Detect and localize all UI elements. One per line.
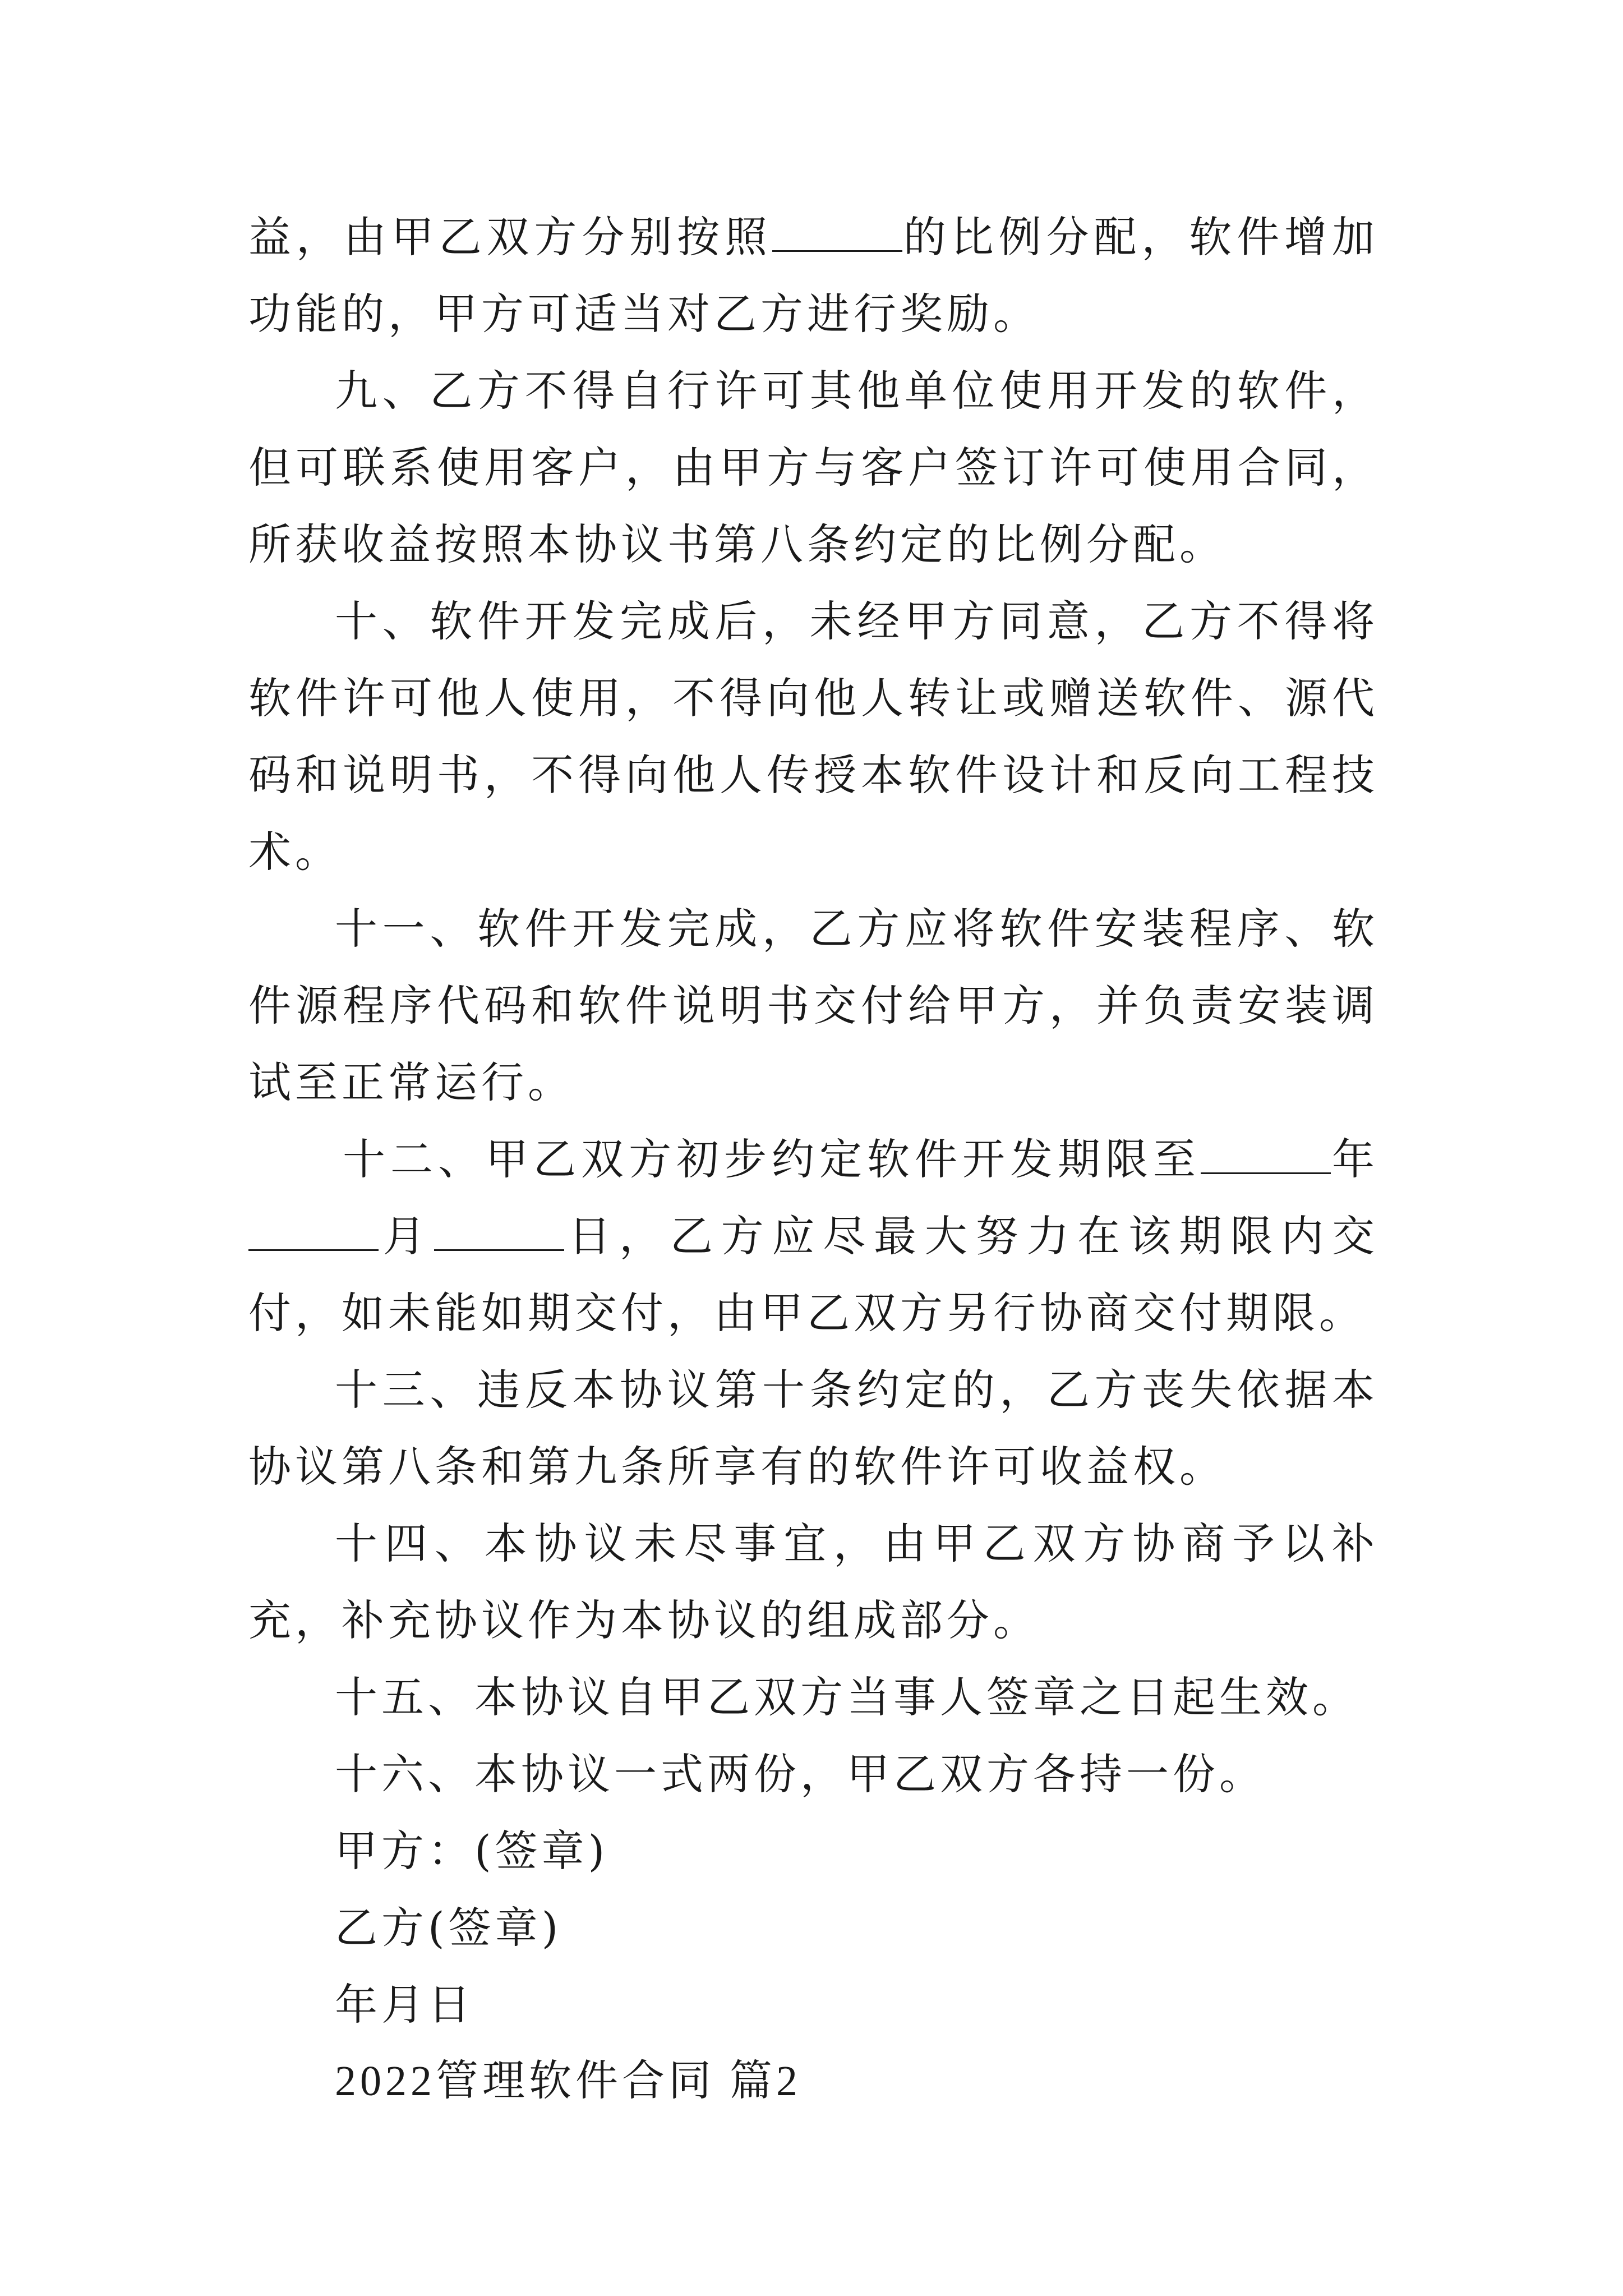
month-blank [248, 1207, 379, 1251]
signature-date: 年月日 [335, 1980, 474, 2030]
clause-15: 十五、本协议自甲乙双方当事人签章之日起生效。 [335, 1672, 1359, 1722]
party-a-signature: 甲方：(签章) [335, 1826, 609, 1876]
party-b-signature: 乙方(签章) [335, 1903, 562, 1953]
clause-8-text-1: 益，由甲乙双方分别按照 [248, 212, 772, 262]
year-label: 年 [1331, 1134, 1378, 1184]
day-blank [434, 1207, 564, 1251]
clause-13: 十三、违反本协议第十条约定的，乙方丧失依据本协议第八条和第九条所享有的软件许可收益权。 [248, 1365, 1378, 1492]
year-blank [1201, 1130, 1331, 1174]
clause-8-continuation [248, 199, 1378, 352]
clause-11: 十一、软件开发完成，乙方应将软件安装程序、软件源程序代码和软件说明书交付给甲方，并负责安装调试至正常运行。 [248, 904, 1378, 1107]
month-label: 月 [379, 1211, 434, 1261]
next-contract-heading: 2022管理软件合同 篇2 [335, 2058, 801, 2105]
clause-9: 九、乙方不得自行许可其他单位使用开发的软件，但可联系使用客户，由甲方与客户签订许可使用合同，所获收益按照本协议书第八条约定的比例分配。 [248, 366, 1378, 569]
clause-10: 十、软件开发完成后，未经甲方同意，乙方不得将软件许可他人使用，不得向他人转让或赠送软件、源代码和说明书，不得向他人传授本软件设计和反向工程技术。 [248, 596, 1378, 877]
contract-body [248, 199, 1378, 2120]
clause-8-text-2: 的比例分配，软件增加功能的，甲方可适当对乙方进行奖励。 [248, 212, 1379, 339]
clause-12 [248, 1121, 1378, 1351]
clause-12-text-2: 日，乙方应尽最大努力在该期限内交付，如未能如期交付，由甲乙双方另行协商交付期限。 [248, 1211, 1379, 1338]
clause-12-text-1: 十二、甲乙双方初步约定软件开发期限至 [343, 1134, 1201, 1184]
ratio-blank [772, 208, 902, 252]
clause-14: 十四、本协议未尽事宜，由甲乙双方协商予以补充，补充协议作为本协议的组成部分。 [248, 1519, 1378, 1645]
clause-16: 十六、本协议一式两份，甲乙双方各持一份。 [335, 1749, 1266, 1799]
